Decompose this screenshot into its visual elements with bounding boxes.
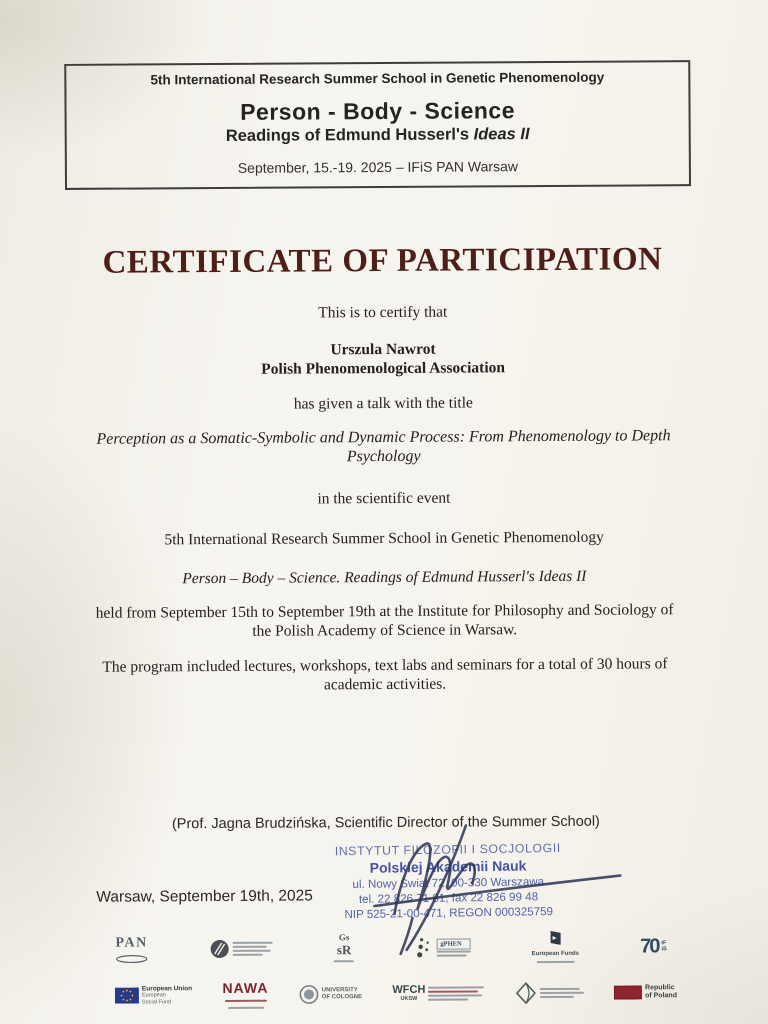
diamond-emblem-icon — [515, 982, 537, 1004]
program-line2: academic activities. — [323, 675, 447, 694]
event-intro: in the scientific event — [317, 489, 451, 508]
recipient-block — [79, 338, 687, 380]
held-line2: the Polish Academy of Science in Warsaw. — [252, 621, 518, 640]
european-funds-flag-icon — [548, 929, 562, 947]
event-subtitle — [226, 125, 530, 146]
stamp-line4: tel. 22 826 71 81, fax 22 826 99 48 — [358, 890, 539, 906]
wfch-uksw-logo — [392, 985, 484, 1003]
eu-line1: European Union — [141, 985, 193, 993]
eu-line3: Social Fund — [141, 999, 172, 1006]
phenomenological-association-logo — [515, 982, 584, 1004]
gphen-logo — [415, 936, 470, 958]
uksw-text: UKSW — [400, 996, 418, 1003]
program-paragraph — [81, 654, 689, 696]
talk-title-line1: Perception as a Somatic-Symbolic and Dynamic Process: From Phenomenology to Depth — [96, 427, 671, 448]
gphen-label: gPHEN — [436, 938, 470, 949]
university-of-cologne-logo — [299, 984, 362, 1004]
event-date-line: September, 15.-19. 2025 – IFiS PAN Warsaw — [237, 158, 519, 176]
certify-line: This is to certify that — [318, 303, 448, 322]
gphen-dots-icon — [415, 937, 433, 959]
gsr-logo — [334, 933, 354, 963]
logo-row-1 — [115, 926, 667, 969]
cologne-line1: UNIVERSITY — [321, 987, 358, 994]
cologne-line2: OF COLOGNE — [321, 994, 363, 1001]
event-name-line: 5th International Research Summer School in Genetic Phenomenology — [164, 528, 604, 549]
pan-swoosh-icon — [115, 954, 149, 963]
place-date: Warsaw, September 19th, 2025 — [96, 887, 313, 906]
gsr-bottom: sR — [336, 942, 352, 958]
ifis-70-side1: IF — [661, 939, 667, 947]
circle-stripes-icon — [210, 939, 230, 959]
talk-intro: has given a talk with the title — [293, 394, 473, 413]
event-header-box — [64, 60, 691, 190]
institute-stamp — [328, 841, 569, 922]
seventy-text: 70 — [640, 934, 659, 957]
ifis-70-logo — [640, 935, 667, 958]
event-subtitle-text: Readings of Edmund Husserl's — [225, 125, 474, 145]
recipient-name: Urszula Nawrot — [330, 340, 436, 359]
cologne-seal-icon — [299, 984, 319, 1004]
stamp-line5: NIP 525-21-00-471, REGON 000325759 — [344, 905, 554, 922]
stamp-line1: INSTYTUT FILOZOFII I SOCJOLOGII — [334, 840, 561, 859]
eu-flag-icon — [115, 988, 139, 1004]
wfch-textlines — [428, 985, 484, 1001]
european-funds-label: European Funds — [531, 950, 579, 957]
association-textlines — [540, 987, 584, 999]
logo-row-2 — [115, 970, 677, 1017]
talk-title-line2: Psychology — [346, 447, 421, 466]
european-union-logo — [115, 985, 192, 1006]
signatory-line: (Prof. Jagna Brudzińska, Scientific Director of the Summer School) — [171, 813, 600, 833]
event-school-name: 5th International Research Summer School in Genetic Phenomenology — [150, 69, 605, 88]
poland-line2: of Poland — [645, 992, 677, 1000]
held-paragraph — [81, 600, 689, 642]
certificate-title: CERTIFICATE OF PARTICIPATION — [102, 241, 663, 281]
wfch-text: WFCH — [392, 984, 426, 997]
eu-line2: European — [141, 992, 166, 999]
event-subtitle-italic: Ideas II — [473, 125, 530, 144]
poland-flag-icon — [614, 985, 642, 999]
gsr-top: Gs — [338, 932, 350, 943]
european-funds-logo — [531, 929, 579, 964]
ifis-70-side2: iS — [661, 946, 667, 953]
institute-circle-textlines — [233, 941, 273, 957]
talk-title — [79, 426, 687, 468]
stamp-line2: Polskiej Akademii Nauk — [369, 857, 527, 876]
stamp-line3: ul. Nowy Świat 72, 00-330 Warszawa — [352, 875, 545, 892]
republic-of-poland-logo — [614, 984, 677, 1000]
held-line1: held from September 15th to September 19th at the Institute for Philosophy and Sociology of — [95, 601, 674, 622]
nawa-logo — [222, 980, 268, 1010]
pan-logo — [115, 935, 149, 963]
program-line1: The program included lectures, workshops, text labs and seminars for a total of 30 hours of — [102, 655, 668, 676]
poland-line1: Republic — [644, 984, 675, 992]
pan-logo-text: PAN — [115, 935, 148, 951]
event-title: Person - Body - Science — [240, 97, 516, 125]
institute-circle-logo — [210, 939, 273, 959]
event-subtitle-line: Person – Body – Science. Readings of Edmund Husserl's Ideas II — [182, 567, 587, 588]
recipient-affiliation: Polish Phenomenological Association — [261, 359, 506, 378]
nawa-text: NAWA — [222, 979, 269, 996]
